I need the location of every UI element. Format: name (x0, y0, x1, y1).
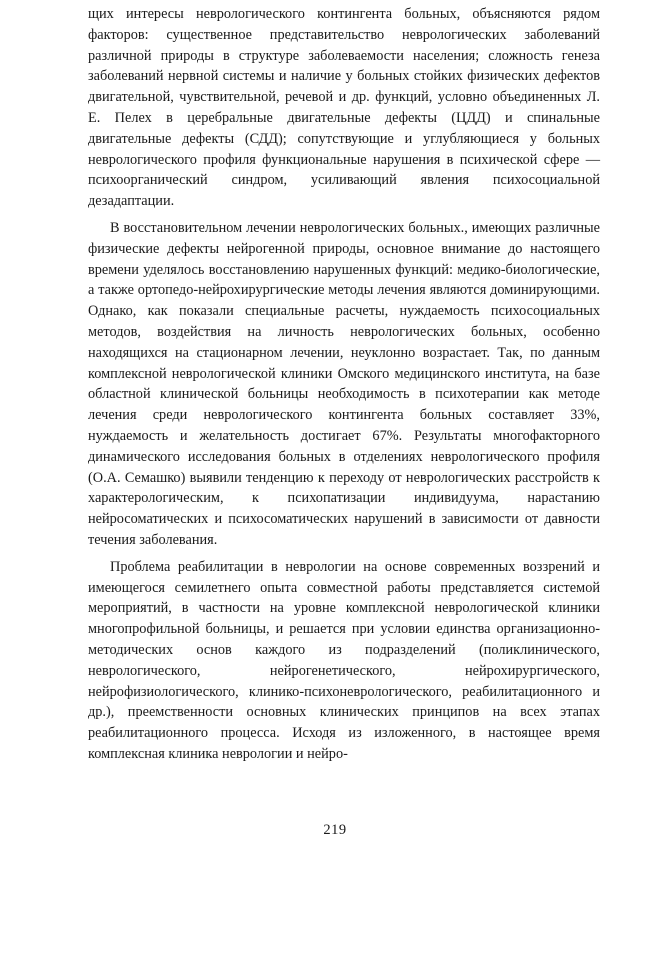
page-number: 219 (323, 822, 347, 838)
paragraph-3: Проблема реабилитации в неврологии на основе современных воззрений и имеющегося семилетнего опыта совместной работы представляется системой мероприятий, в частности на уровне комплексной неврологической клиники многопрофильной больницы, и решается при условии единства организационно-методических основ каждого из подразделений (поликлинического, неврологического, нейрогенетического, нейрохирургического, нейрофизиологического, клинико-психоневрологического, реабилитационного и др.), преемственности основных клинических принципов на всех этапах реабилитационного процесса. Исходя из изложенного, в настоящее время комплексная клиника неврологии и нейро- (88, 558, 600, 762)
paragraph-2: В восстановительном лечении неврологических больных., имеющих различные физические дефекты нейрогенной природы, основное внимание до настоящего времени уделялось восстановлению нарушенных функций: медико-биологические, а также ортопедо-нейрохирургические методы лечения являются доминирующими. Однако, как показали специальные расчеты, нуждаемость психосоциальных методов, воздействия на личность неврологических больных, особенно находящихся на стационарном лечении, неуклонно возрастает. Так, по данным комплексной неврологической клиники Омского медицинского института, на базе областной клинической больницы необходимость в психотерапии как методе лечения среди неврологического контингента больных составляет 33%, нуждаемость и желательность достигает 67%. Результаты многофакторного динамического исследования больных в отделениях неврологического профиля (О.А. Семашко) выявили тенденцию к переходу от неврологических расстройств к характерологическим, к психопатизации индивидуума, нарастанию нейросоматических и психосоматических нарушений в зависимости от давности течения заболевания. (88, 219, 600, 548)
paragraph-1: щих интересы неврологического контингента больных, объясняются рядом факторов: существенное представительство неврологических заболеваний различной природы в структуре заболеваемости населения; сложность генеза заболеваний нервной системы и наличие у больных стойких физических дефектов двигательной, чувствительной, речевой и др. функций, условно объединенных Л. Е. Пелех в церебральные двигательные дефекты (ЦДД) и спинальные двигательные дефекты (СДД); сопутствующие и углубляющиеся у больных неврологического профиля функциональные нарушения в психической сфере — психоорганический синдром, усиливающий явления психосоциальной дезадаптации. (88, 6, 600, 210)
body-text (88, 4, 600, 765)
